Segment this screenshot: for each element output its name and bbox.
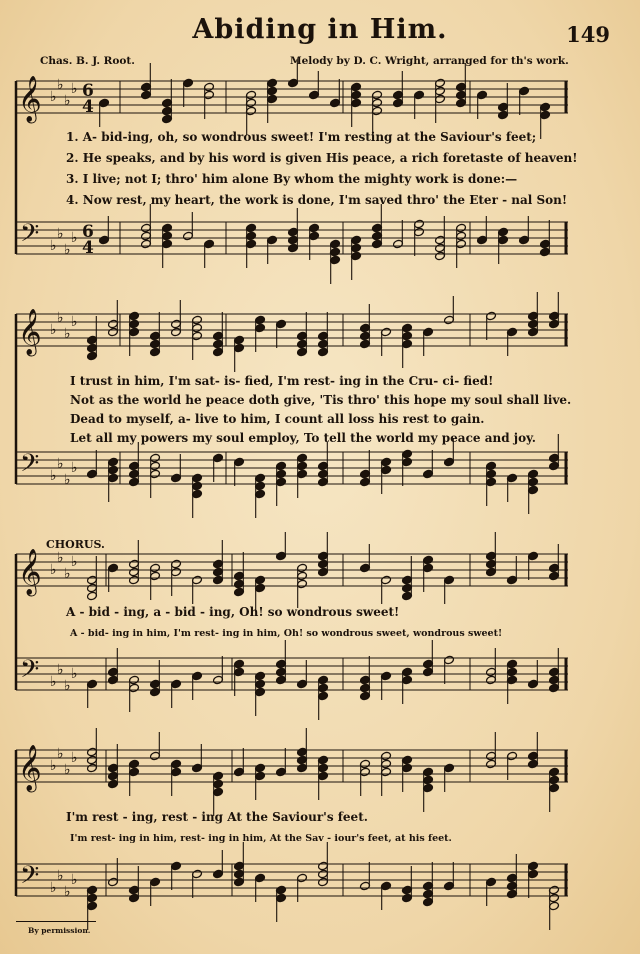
footnote: By permission. bbox=[28, 926, 91, 935]
verse-4-line-1: 4. Now rest, my heart, the work is done, I'm saved thro' the Eter - nal Son! bbox=[66, 193, 568, 207]
time-signature-top: 6 bbox=[82, 222, 94, 242]
flat-sign: ♭ bbox=[50, 880, 57, 896]
page-number: 149 bbox=[566, 22, 610, 47]
bass-clef: 𝄢 bbox=[20, 655, 40, 690]
treble-clef: 𝄞 bbox=[18, 76, 42, 122]
flat-sign: ♭ bbox=[57, 310, 64, 326]
footnote-rule bbox=[16, 921, 96, 922]
arranger-credit: Melody by D. C. Wright, arranged for th's work. bbox=[290, 55, 569, 67]
flat-sign: ♭ bbox=[64, 762, 71, 778]
flat-sign: ♭ bbox=[57, 868, 64, 884]
flat-sign: ♭ bbox=[64, 93, 71, 109]
flat-sign: ♭ bbox=[71, 750, 78, 766]
flat-sign: ♭ bbox=[50, 322, 57, 338]
flat-sign: ♭ bbox=[57, 662, 64, 678]
treble-clef: 𝄞 bbox=[18, 745, 42, 791]
flat-sign: ♭ bbox=[71, 81, 78, 97]
flat-sign: ♭ bbox=[64, 678, 71, 694]
verse-4-line-2: Let all my powers my soul employ, To tell the world my peace and joy. bbox=[70, 431, 536, 445]
flat-sign: ♭ bbox=[50, 674, 57, 690]
time-signature-bottom: 4 bbox=[82, 238, 94, 258]
flat-sign: ♭ bbox=[71, 872, 78, 888]
composer-credit: Chas. B. J. Root. bbox=[40, 55, 135, 67]
flat-sign: ♭ bbox=[50, 468, 57, 484]
flat-sign: ♭ bbox=[71, 230, 78, 246]
verse-2-line-2: Not as the world he peace doth give, 'Tis thro' this hope my soul shall live. bbox=[70, 393, 572, 407]
flat-sign: ♭ bbox=[71, 666, 78, 682]
flat-sign: ♭ bbox=[50, 758, 57, 774]
flat-sign: ♭ bbox=[57, 77, 64, 93]
verse-3-line-1: 3. I live; not I; thro' him alone By whom the mighty work is done:— bbox=[66, 172, 518, 186]
flat-sign: ♭ bbox=[64, 566, 71, 582]
flat-sign: ♭ bbox=[64, 884, 71, 900]
flat-sign: ♭ bbox=[71, 554, 78, 570]
flat-sign: ♭ bbox=[64, 242, 71, 258]
flat-sign: ♭ bbox=[71, 314, 78, 330]
flat-sign: ♭ bbox=[64, 326, 71, 342]
verse-2-line-1: 2. He speaks, and by his word is given His peace, a rich foretaste of heaven! bbox=[66, 151, 578, 165]
bass-clef: 𝄢 bbox=[20, 219, 40, 254]
chorus-line-1-alt: A - bid- ing in him, I'm rest- ing in him, Oh! so wondrous sweet, wondrous sweet! bbox=[70, 628, 503, 639]
flat-sign: ♭ bbox=[57, 226, 64, 242]
chorus-line-2-main: I'm rest - ing, rest - ing At the Saviour's feet. bbox=[66, 810, 368, 824]
flat-sign: ♭ bbox=[57, 456, 64, 472]
chorus-line-1-main: A - bid - ing, a - bid - ing, Oh! so wondrous sweet! bbox=[66, 605, 400, 619]
treble-clef: 𝄞 bbox=[18, 309, 42, 355]
chorus-label: CHORUS. bbox=[46, 538, 105, 551]
flat-sign: ♭ bbox=[50, 238, 57, 254]
chorus-line-2-alt: I'm rest- ing in him, rest- ing in him, At the Sav - iour's feet, at his feet. bbox=[70, 833, 452, 844]
flat-sign: ♭ bbox=[64, 472, 71, 488]
verse-3-line-2: Dead to myself, a- live to him, I count all loss his rest to gain. bbox=[70, 412, 485, 426]
hymn-title: Abiding in Him. bbox=[192, 14, 448, 45]
verse-1-line-2: I trust in him, I'm sat- is- fied, I'm rest- ing in the Cru- ci- fied! bbox=[70, 374, 494, 388]
flat-sign: ♭ bbox=[57, 550, 64, 566]
time-signature-top: 6 bbox=[82, 81, 94, 101]
bass-clef: 𝄢 bbox=[20, 861, 40, 896]
flat-sign: ♭ bbox=[50, 89, 57, 105]
verse-1-line-1: 1. A- bid-ing, oh, so wondrous sweet! I'm resting at the Saviour's feet; bbox=[66, 130, 537, 144]
flat-sign: ♭ bbox=[50, 562, 57, 578]
bass-clef: 𝄢 bbox=[20, 449, 40, 484]
treble-clef: 𝄞 bbox=[18, 549, 42, 595]
flat-sign: ♭ bbox=[57, 746, 64, 762]
time-signature-bottom: 4 bbox=[82, 97, 94, 117]
flat-sign: ♭ bbox=[71, 460, 78, 476]
